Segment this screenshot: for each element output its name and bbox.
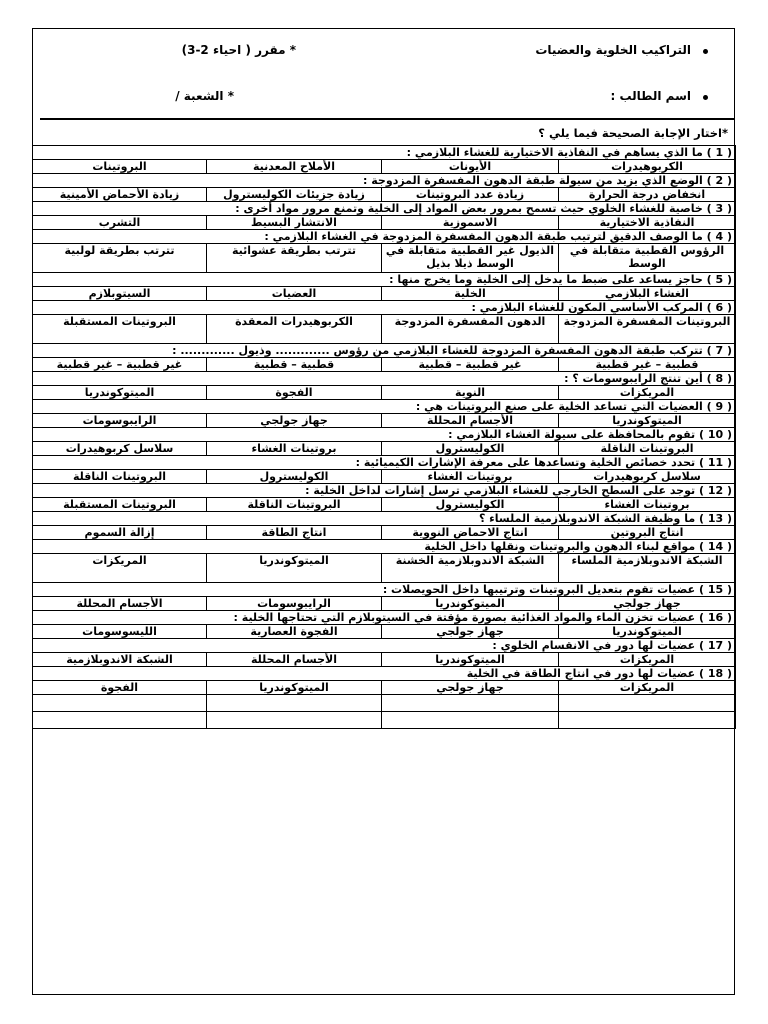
answer-option[interactable]: الفجوة العصارية: [207, 625, 382, 639]
answer-option[interactable]: انتاج الطاقة: [207, 526, 382, 540]
answer-option[interactable]: الاسموزية: [382, 216, 559, 230]
options-row: [33, 287, 736, 301]
answer-option[interactable]: إزالة السموم: [33, 526, 207, 540]
instruction: *اختار الإجابة الصحيحة فيما يلي ؟: [538, 126, 728, 140]
answer-option[interactable]: الميتوكوندريا: [382, 653, 559, 667]
question-row: [33, 202, 736, 216]
empty-cell: [559, 712, 736, 729]
answer-option[interactable]: البروتينات: [33, 160, 207, 174]
answer-option[interactable]: جهاز جولجي: [382, 681, 559, 695]
question-text: ( 4 ) ما الوصف الدقيق لترتيب طبقة الدهون المفسفرة المزدوجة في الغشاء البلازمي :: [33, 230, 736, 244]
answer-option[interactable]: بروتينات الغشاء: [382, 470, 559, 484]
options-row: [33, 414, 736, 428]
question-text: ( 12 ) توجد على السطح الخارجي للغشاء البلازمي ترسل إشارات لداخل الخلية :: [33, 484, 736, 498]
question-row: [33, 484, 736, 498]
answer-option[interactable]: الأجسام المحللة: [382, 414, 559, 428]
question-row: [33, 344, 736, 358]
answer-option[interactable]: غير قطبية – قطبية: [382, 358, 559, 372]
question-row: [33, 230, 736, 244]
answer-option[interactable]: الكربوهيدرات: [559, 160, 736, 174]
answer-option[interactable]: قطبية – غير قطبية: [559, 358, 736, 372]
question-text: ( 9 ) العضيات التي تساعد الخلية على صنع البروتينات هي :: [33, 400, 736, 414]
answer-option[interactable]: الميتوكوندريا: [33, 386, 207, 400]
answer-option[interactable]: السيتوبلازم: [33, 287, 207, 301]
empty-row: [33, 712, 736, 729]
options-row: [33, 526, 736, 540]
answer-option[interactable]: الشبكة الاندوبلازمية: [33, 653, 207, 667]
options-row: [33, 470, 736, 484]
options-row: [33, 188, 736, 202]
question-text: ( 17 ) عضيات لها دور في الانقسام الخلوي :: [33, 639, 736, 653]
answer-option[interactable]: العضيات: [207, 287, 382, 301]
question-text: ( 16 ) عضيات تخزن الماء والمواد الغذائية بصورة مؤقتة في السيتوبلازم التي تحتاجها الخلية :: [33, 611, 736, 625]
answer-option[interactable]: الأجسام المحللة: [33, 597, 207, 611]
question-text: ( 6 ) المركب الأساسي المكون للغشاء البلازمي :: [33, 301, 736, 315]
options-row: [33, 386, 736, 400]
question-row: [33, 146, 736, 160]
answer-option[interactable]: البروتينات المفسفرة المزدوجة: [559, 315, 736, 344]
answer-option[interactable]: انخفاض درجة الحرارة: [559, 188, 736, 202]
options-row: [33, 160, 736, 174]
answer-option[interactable]: الميتوكوندريا: [559, 625, 736, 639]
answer-option[interactable]: الرايبوسومات: [33, 414, 207, 428]
answer-option[interactable]: الكوليسترول: [207, 470, 382, 484]
answer-option[interactable]: الخلية: [382, 287, 559, 301]
answer-option[interactable]: سلاسل كربوهيدرات: [33, 442, 207, 456]
question-row: [33, 639, 736, 653]
question-row: [33, 512, 736, 526]
question-text: ( 2 ) الوضع الذي يزيد من سيولة طبقة الدهون المفسفرة المزدوجة :: [33, 174, 736, 188]
question-row: [33, 372, 736, 386]
answer-option[interactable]: الأيونات: [382, 160, 559, 174]
answer-option[interactable]: الليسوسومات: [33, 625, 207, 639]
answer-option[interactable]: الكربوهيدرات المعقدة: [207, 315, 382, 344]
answer-option[interactable]: الغشاء البلازمي: [559, 287, 736, 301]
answer-option[interactable]: زيادة الأحماض الأمينية: [33, 188, 207, 202]
questions-table: [32, 145, 736, 729]
answer-option[interactable]: الميتوكوندريا: [559, 414, 736, 428]
question-text: ( 15 ) عضيات تقوم بتعديل البروتينات وترتيبها داخل الحويصلات :: [33, 583, 736, 597]
question-row: [33, 456, 736, 470]
answer-option[interactable]: الفجوة: [33, 681, 207, 695]
options-row: [33, 442, 736, 456]
answer-option[interactable]: النوية: [382, 386, 559, 400]
answer-option[interactable]: المريكزات: [33, 554, 207, 583]
options-row: [33, 498, 736, 512]
answer-option[interactable]: الكوليسترول: [382, 442, 559, 456]
answer-option[interactable]: جهاز جولجي: [382, 625, 559, 639]
section-label: * الشعبة /: [175, 89, 234, 103]
question-text: ( 11 ) تحدد خصائص الخلية وتساعدها على معرفة الإشارات الكيميائية :: [33, 456, 736, 470]
question-text: ( 1 ) ما الذي يساهم في النفاذية الاختيارية للغشاء البلازمي :: [33, 146, 736, 160]
answer-option[interactable]: سلاسل كربوهيدرات: [559, 470, 736, 484]
answer-option[interactable]: البروتينات المستقبلة: [33, 498, 207, 512]
answer-option[interactable]: زيادة جزيئات الكوليسترول: [207, 188, 382, 202]
options-row: [33, 358, 736, 372]
answer-option[interactable]: بروتينات الغشاء: [559, 498, 736, 512]
empty-row: [33, 695, 736, 712]
question-text: ( 5 ) حاجز يساعد على ضبط ما يدخل إلى الخلية وما يخرج منها :: [33, 273, 736, 287]
empty-cell: [33, 712, 207, 729]
answer-option[interactable]: قطبية – قطبية: [207, 358, 382, 372]
answer-option[interactable]: الرؤوس القطبية متقابلة في الوسط: [559, 244, 736, 273]
answer-option[interactable]: الميتوكوندريا: [207, 554, 382, 583]
question-row: [33, 667, 736, 681]
options-row: [33, 625, 736, 639]
answer-option[interactable]: البروتينات الناقلة: [33, 470, 207, 484]
answer-option[interactable]: الدهون المفسفرة المزدوجة: [382, 315, 559, 344]
answer-option[interactable]: الانتشار البسيط: [207, 216, 382, 230]
options-row: [33, 653, 736, 667]
header-divider: [40, 118, 735, 120]
student-name-label: اسم الطالب :: [610, 89, 691, 103]
question-text: ( 13 ) ما وظيفة الشبكة الاندوبلازمية الملساء ؟: [33, 512, 736, 526]
question-row: [33, 540, 736, 554]
question-row: [33, 428, 736, 442]
question-text: ( 18 ) عضيات لها دور في انتاج الطاقة في الخلية: [33, 667, 736, 681]
header-topic: التراكيب الخلوية والعضيات: [535, 43, 691, 57]
bullet-student: [703, 95, 708, 100]
question-text: ( 8 ) أين تنتج الرايبوسومات ؟ :: [33, 372, 736, 386]
answer-option[interactable]: الأملاح المعدنية: [207, 160, 382, 174]
options-row: [33, 681, 736, 695]
answer-option[interactable]: الذيول غير القطبية متقابلة في الوسط ذيلا بذيل: [382, 244, 559, 273]
question-text: ( 10 ) تقوم بالمحافظة على سيولة الغشاء البلازمي :: [33, 428, 736, 442]
answer-option[interactable]: جهاز جولجي: [207, 414, 382, 428]
answer-option[interactable]: الفجوة: [207, 386, 382, 400]
answer-option[interactable]: الرايبوسومات: [207, 597, 382, 611]
answer-option[interactable]: الشبكة الاندوبلازمية الملساء: [559, 554, 736, 583]
empty-cell: [33, 695, 207, 712]
answer-option[interactable]: الشبكة الاندوبلازمية الخشنة: [382, 554, 559, 583]
question-row: [33, 273, 736, 287]
options-row: [33, 554, 736, 583]
answer-option[interactable]: تترتب بطريقة عشوائية: [207, 244, 382, 273]
bullet-topic: [703, 49, 708, 54]
answer-option[interactable]: الميتوكوندريا: [207, 681, 382, 695]
question-row: [33, 611, 736, 625]
answer-option[interactable]: الأجسام المحللة: [207, 653, 382, 667]
answer-option[interactable]: الكوليسترول: [382, 498, 559, 512]
empty-cell: [382, 712, 559, 729]
answer-option[interactable]: الميتوكوندريا: [382, 597, 559, 611]
answer-option[interactable]: بروتينات الغشاء: [207, 442, 382, 456]
answer-option[interactable]: انتاج الاحماض النووية: [382, 526, 559, 540]
empty-cell: [207, 712, 382, 729]
answer-option[interactable]: المريكزات: [559, 681, 736, 695]
question-row: [33, 301, 736, 315]
answer-option[interactable]: انتاج البروتين: [559, 526, 736, 540]
empty-cell: [559, 695, 736, 712]
empty-cell: [207, 695, 382, 712]
answer-option[interactable]: البروتينات المستقبلة: [33, 315, 207, 344]
options-row: [33, 597, 736, 611]
options-row: [33, 244, 736, 273]
options-row: [33, 216, 736, 230]
answer-option[interactable]: المريكزات: [559, 386, 736, 400]
answer-option[interactable]: النفاذية الاختيارية: [559, 216, 736, 230]
question-row: [33, 400, 736, 414]
answer-option[interactable]: جهاز جولجي: [559, 597, 736, 611]
question-text: ( 14 ) مواقع لبناء الدهون والبروتينات ونقلها داخل الخلية: [33, 540, 736, 554]
question-row: [33, 174, 736, 188]
question-row: [33, 583, 736, 597]
answer-option[interactable]: التشرب: [33, 216, 207, 230]
question-text: ( 7 ) تتركب طبقة الدهون المفسفرة المزدوجة للغشاء البلازمي من رؤوس ............. وذيول ............. :: [33, 344, 736, 358]
empty-cell: [382, 695, 559, 712]
answer-option[interactable]: تترتب بطريقة لولبية: [33, 244, 207, 273]
header-course: * مقرر ( احياء 2-3): [181, 43, 296, 57]
answer-option[interactable]: زيادة عدد البروتينات: [382, 188, 559, 202]
options-row: [33, 315, 736, 344]
answer-option[interactable]: البروتينات الناقلة: [559, 442, 736, 456]
answer-option[interactable]: المريكزات: [559, 653, 736, 667]
answer-option[interactable]: البروتينات الناقلة: [207, 498, 382, 512]
question-text: ( 3 ) خاصية للغشاء الخلوي حيث تسمح بمرور بعض المواد إلى الخلية وتمنع مرور مواد أخرى :: [33, 202, 736, 216]
answer-option[interactable]: غير قطبية – غير قطبية: [33, 358, 207, 372]
